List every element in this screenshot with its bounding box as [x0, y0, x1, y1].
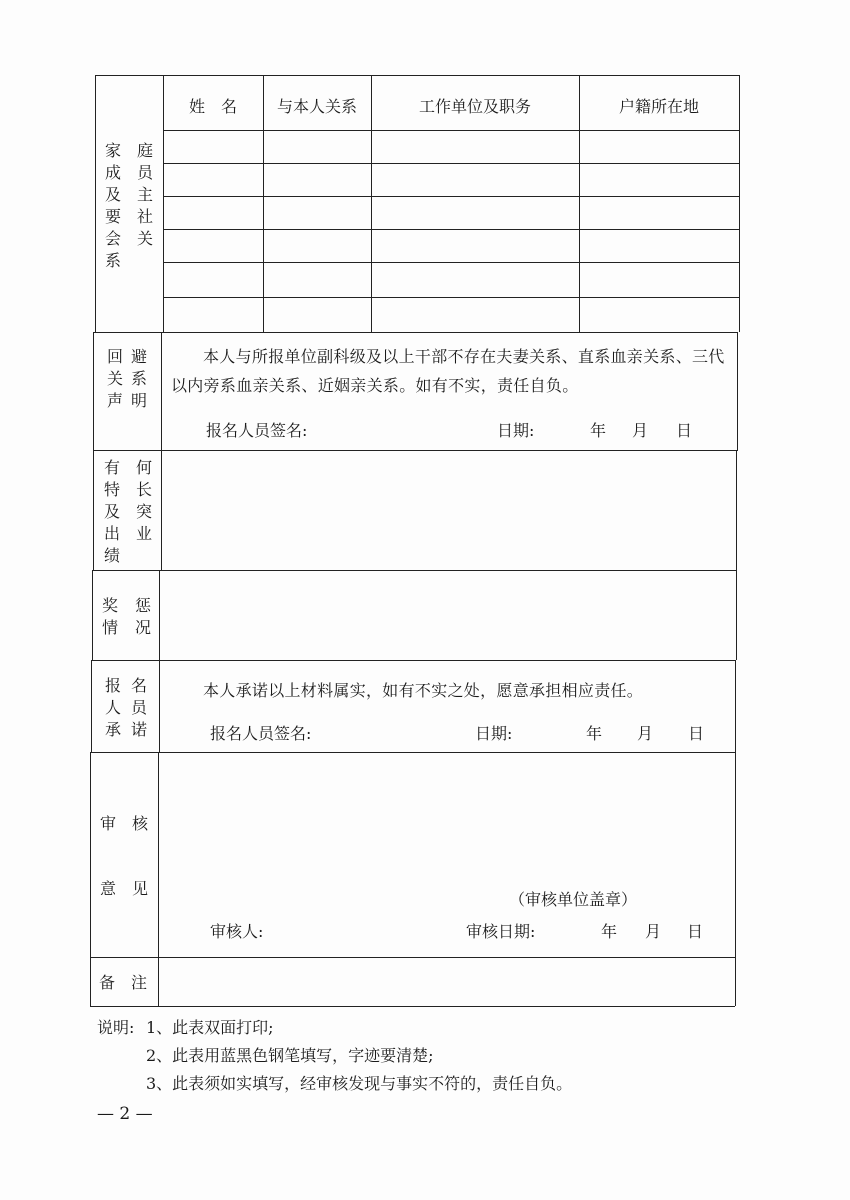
remarks-label: 备 注 — [99, 973, 148, 992]
avoidance-sign-label: 报名人员签名: — [206, 421, 308, 440]
pledge-label-col1: 报人承 — [104, 676, 121, 739]
family-label-col2: 庭员主社关 — [136, 141, 153, 248]
review-label-bottom: 意 见 — [100, 879, 149, 898]
note-item-3: 3、此表须如实填写，经审核发现与事实不符的，责任自负。 — [146, 1074, 573, 1093]
avoidance-date-label: 日期: — [497, 421, 535, 440]
family-label-col1: 家成及要会系 — [104, 141, 121, 270]
note-item-1: 1、此表双面打印; — [146, 1018, 274, 1037]
pledge-statement: 本人承诺以上材料属实，如有不实之处，愿意承担相应责任。 — [203, 681, 644, 700]
notes-prefix: 说明: — [97, 1018, 135, 1037]
review-month: 月 — [645, 922, 662, 941]
rewards-label-col1: 奖情 — [101, 596, 118, 637]
rewards-label-col2: 惩况 — [134, 596, 151, 637]
note-item-2: 2、此表用蓝黑色钢笔填写，字迹要清楚; — [146, 1046, 434, 1065]
avoidance-statement: 本人与所报单位副科级及以上干部不存在夫妻关系、直系血亲关系、三代以内旁系血亲关系、近姻亲关系。如有不实，责任自负。 — [171, 347, 725, 395]
specialty-label-col2: 何长突业 — [135, 458, 152, 543]
header-household: 户籍所在地 — [618, 97, 699, 116]
review-day: 日 — [687, 922, 704, 941]
avoidance-label-col2: 避系明 — [130, 347, 147, 410]
header-name: 姓 名 — [188, 97, 237, 116]
avoidance-month: 月 — [632, 421, 649, 440]
review-seal-label: （审核单位盖章） — [509, 890, 638, 909]
header-relation: 与本人关系 — [276, 97, 357, 116]
page-number: — 2 — — [97, 1104, 153, 1124]
reviewer-label: 审核人: — [210, 922, 264, 941]
specialty-label-col1: 有特及出绩 — [103, 458, 120, 565]
pledge-day: 日 — [688, 724, 705, 743]
pledge-label-col2: 名员诺 — [130, 676, 147, 739]
header-workplace: 工作单位及职务 — [418, 97, 531, 116]
avoidance-year: 年 — [590, 421, 607, 440]
pledge-year: 年 — [586, 724, 603, 743]
pledge-date-label: 日期: — [475, 724, 513, 743]
pledge-month: 月 — [637, 724, 654, 743]
review-label-top: 审 核 — [100, 814, 149, 833]
avoidance-day: 日 — [676, 421, 693, 440]
avoidance-label-col1: 回关声 — [106, 347, 123, 410]
review-year: 年 — [601, 922, 618, 941]
review-date-label: 审核日期: — [466, 922, 536, 941]
pledge-sign-label: 报名人员签名: — [210, 724, 312, 743]
